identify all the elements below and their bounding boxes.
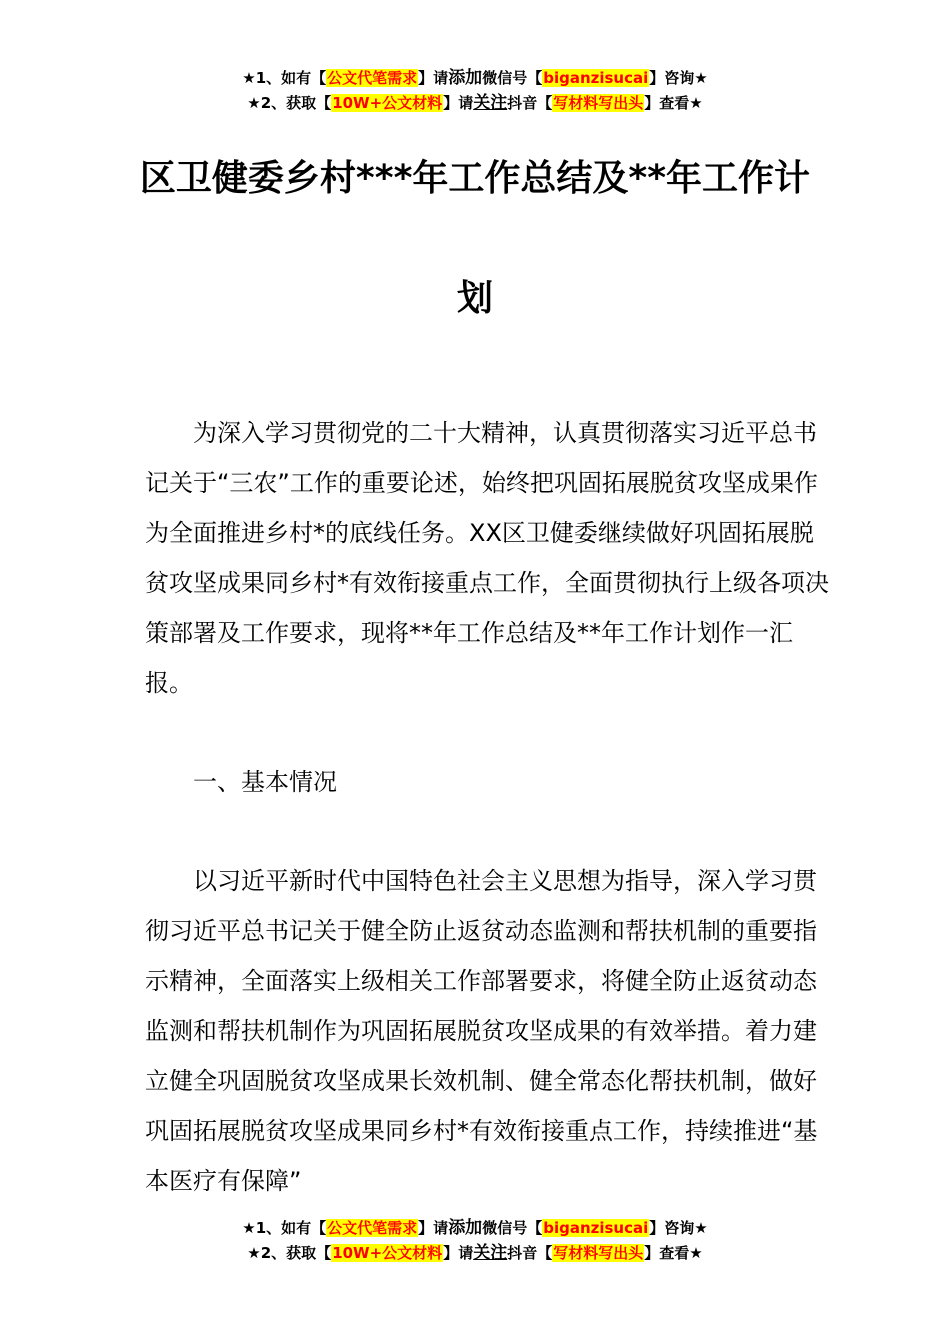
promo-text: ★1、如有【 [242,69,327,87]
promo-text: ★2、获取【 [247,1244,332,1262]
basic-situation-paragraph: 以习近平新时代中国特色社会主义思想为指导，深入学习贯彻习近平总书记关于健全防止返贫动态监测和帮扶机制的重要指示精神，全面落实上级相关工作部署要求，将健全防止返贫动态监测和帮扶机制作为巩固拓展脱贫攻坚成果的有效举措。着力建立健全巩固脱贫攻坚成果长效机制、健全常态化帮扶机制，做好巩固拓展脱贫攻坚成果同乡村*有效衔接重点工作，持续推进“基本医疗有保障” [145,867,818,1195]
intro-paragraph: 为深入学习贯彻党的二十大精神，认真贯彻落实习近平总书记关于“三农”工作的重要论述，始终把巩固拓展脱贫攻坚成果作为全面推进乡村*的底线任务。XX区卫健委继续做好巩固拓展脱贫攻坚成果同乡村*有效衔接重点工作，全面贯彻执行上级各项决策部署及工作要求，现将**年工作总结及**年工作计划作一汇报。 [145,419,829,697]
promo-text: 】查看★ [644,1244,703,1262]
promo-highlight: 10W+公文材料 [332,1244,443,1262]
promo-line-1 [0,1216,950,1241]
promo-text: 】请 [418,1219,449,1237]
promo-text: 微信号【 [482,1219,543,1237]
section-heading: 一、基本情况 [193,768,337,796]
promo-text: 】请 [418,69,449,87]
promo-douyin-id: 写材料写出头 [553,94,644,112]
promo-emphasis: 关注 [473,1243,508,1263]
promo-line-1 [0,66,950,91]
promo-text: 抖音【 [507,94,553,112]
promo-wechat-id: biganzisucai [543,69,649,87]
promo-text: 】咨询★ [649,69,708,87]
document-title-line-1: 区卫健委乡村***年工作总结及**年工作计 [139,158,811,199]
promo-text: 】请 [443,94,474,112]
promo-text: 】查看★ [644,94,703,112]
promo-highlight: 公文代笔需求 [327,1219,418,1237]
document-title-line-2: 划 [456,278,493,319]
bottom-promo-banner [0,1216,950,1266]
promo-highlight: 10W+公文材料 [332,94,443,112]
promo-text: 抖音【 [507,1244,553,1262]
promo-highlight: 公文代笔需求 [327,69,418,87]
promo-text: 微信号【 [482,69,543,87]
promo-line-2 [0,1241,950,1266]
promo-emphasis: 添加 [448,68,483,88]
promo-emphasis: 添加 [448,1218,483,1238]
promo-wechat-id: biganzisucai [543,1219,649,1237]
promo-emphasis: 关注 [473,93,508,113]
promo-text: ★2、获取【 [247,94,332,112]
promo-text: 】咨询★ [649,1219,708,1237]
promo-line-2 [0,91,950,116]
promo-douyin-id: 写材料写出头 [553,1244,644,1262]
promo-text: 】请 [443,1244,474,1262]
top-promo-banner [0,66,950,116]
promo-text: ★1、如有【 [242,1219,327,1237]
